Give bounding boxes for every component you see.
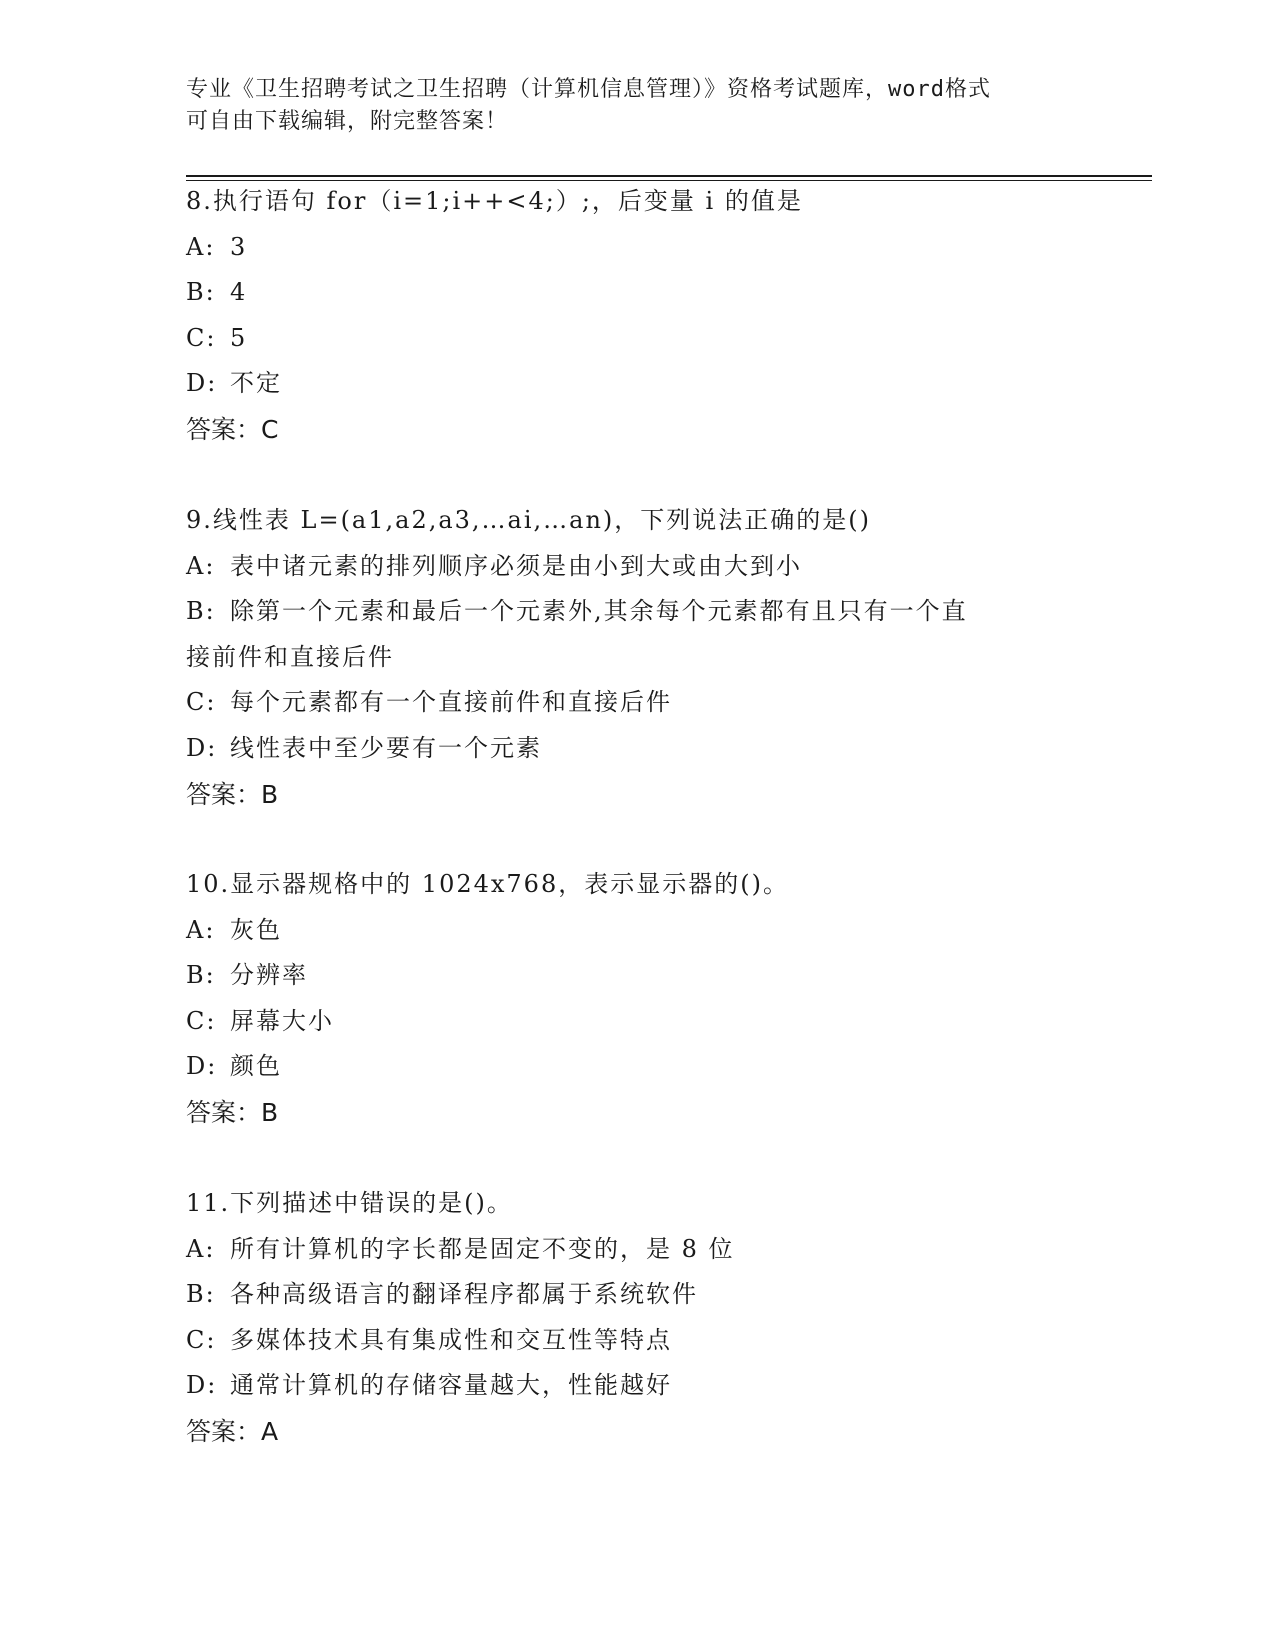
option-text: 各种高级语言的翻译程序都属于系统软件: [230, 1280, 698, 1309]
option-b-continuation: 接前件和直接后件: [186, 642, 394, 671]
option-c: [186, 999, 1086, 1045]
option-c: [186, 1318, 1086, 1364]
option-text: 颜色: [230, 1052, 282, 1081]
option-text: 4: [230, 278, 248, 307]
option-label: D:: [186, 1371, 218, 1400]
option-label: A:: [186, 915, 216, 944]
option-d: [186, 361, 1086, 407]
option-label: A:: [186, 1234, 216, 1263]
option-d: [186, 1044, 1086, 1090]
option-label: C:: [186, 1006, 217, 1035]
header-line-1: 专业《卫生招聘考试之卫生招聘（计算机信息管理）》资格考试题库，word格式: [186, 77, 991, 102]
option-text: 灰色: [230, 915, 282, 944]
option-text: 分辨率: [230, 961, 308, 990]
option-c: [186, 680, 1086, 726]
option-text: 屏幕大小: [230, 1006, 334, 1035]
question-block-11: [186, 1181, 1086, 1455]
option-text: 5: [230, 323, 248, 352]
question-stem: 9.线性表 L=(a1,a2,a3,…ai,…an)，下列说法正确的是(): [186, 506, 872, 534]
option-text: 多媒体技术具有集成性和交互性等特点: [230, 1325, 672, 1354]
answer-line: 答案：B: [186, 1097, 279, 1127]
question-stem: 8.执行语句 for（i=1;i++<4;）;，后变量 i 的值是: [186, 187, 803, 215]
option-label: B:: [186, 597, 216, 626]
option-c: [186, 316, 1086, 362]
header-divider-thick: [186, 175, 1152, 177]
option-text: 除第一个元素和最后一个元素外,其余每个元素都有且只有一个直: [230, 597, 968, 626]
option-text: 每个元素都有一个直接前件和直接后件: [230, 688, 672, 717]
option-label: B:: [186, 278, 216, 307]
answer-line: 答案：C: [186, 414, 279, 444]
document-header: [186, 74, 1086, 138]
option-text: 3: [230, 232, 248, 261]
option-label: A:: [186, 551, 216, 580]
question-block-9: [186, 498, 1086, 817]
option-b: [186, 1272, 1086, 1318]
option-text: 线性表中至少要有一个元素: [230, 733, 542, 762]
option-text: 表中诸元素的排列顺序必须是由小到大或由大到小: [230, 551, 802, 580]
option-text: 通常计算机的存储容量越大，性能越好: [230, 1371, 672, 1400]
option-d: [186, 726, 1086, 772]
option-label: B:: [186, 961, 216, 990]
question-stem: 11.下列描述中错误的是()。: [186, 1189, 513, 1217]
question-block-8: [186, 179, 1086, 453]
answer-line: 答案：A: [186, 1416, 279, 1446]
option-label: A:: [186, 232, 216, 261]
option-b: [186, 270, 1086, 316]
option-label: D:: [186, 369, 218, 398]
option-label: D:: [186, 1052, 218, 1081]
answer-line: 答案：B: [186, 779, 279, 809]
question-block-10: [186, 862, 1086, 1136]
question-stem: 10.显示器规格中的 1024x768，表示显示器的()。: [186, 870, 789, 898]
option-label: D:: [186, 733, 218, 762]
option-d: [186, 1363, 1086, 1409]
option-text: 所有计算机的字长都是固定不变的，是 8 位: [230, 1234, 735, 1263]
option-b: [186, 953, 1086, 999]
option-label: B:: [186, 1280, 216, 1309]
option-a: [186, 544, 1086, 590]
option-a: [186, 225, 1086, 271]
header-line-2: 可自由下载编辑，附完整答案！: [186, 109, 509, 134]
option-label: C:: [186, 323, 217, 352]
option-text: 不定: [230, 369, 282, 398]
option-a: [186, 908, 1086, 954]
option-label: C:: [186, 688, 217, 717]
option-b: [186, 589, 1086, 635]
option-label: C:: [186, 1325, 217, 1354]
option-a: [186, 1227, 1086, 1273]
